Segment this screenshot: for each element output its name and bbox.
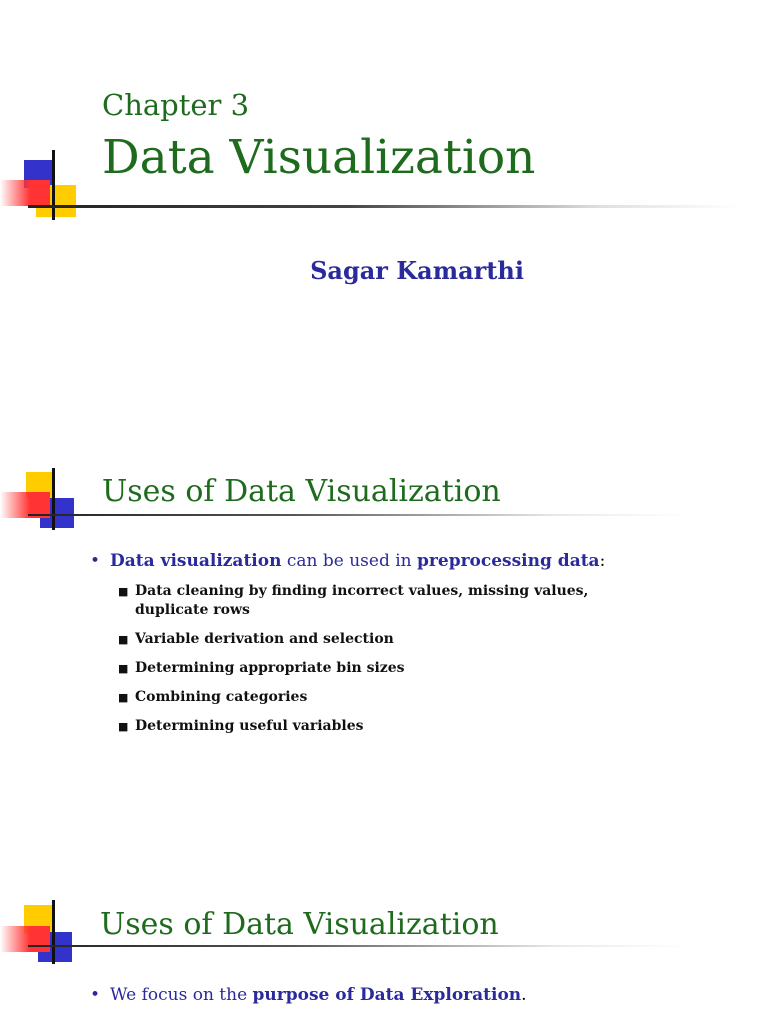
- bold-term: purpose of Data Exploration: [252, 985, 522, 1005]
- title-divider: [28, 205, 738, 208]
- heading-divider: [28, 514, 688, 516]
- bullet-intro: [90, 985, 527, 1005]
- intro-end: :: [599, 551, 606, 571]
- list-item: ■ Data cleaning by finding incorrect values, missing values, duplicate rows: [118, 583, 589, 618]
- list-item: ■ Combining categories: [118, 689, 308, 705]
- red-bar: [0, 180, 50, 206]
- list-item: ■ Variable derivation and selection: [118, 631, 394, 647]
- corner-decoration-2: [0, 468, 100, 548]
- intro-pre: We focus on the: [110, 985, 253, 1005]
- slide-title: Data Visualization: [102, 130, 536, 185]
- heading-divider: [28, 945, 688, 947]
- sub-bullet-list: [118, 582, 648, 736]
- slide-heading: Uses of Data Visualization: [100, 907, 499, 942]
- list-item: ■ Determining useful variables: [118, 718, 364, 734]
- author-name: Sagar Kamarthi: [310, 256, 524, 285]
- corner-decoration-1: [0, 150, 100, 230]
- vertical-rule: [52, 150, 55, 220]
- intro-end: .: [521, 985, 527, 1005]
- bullet-dot: •: [90, 551, 101, 571]
- corner-decoration-3: [0, 900, 100, 980]
- vertical-rule: [52, 468, 55, 530]
- chapter-label: Chapter 3: [102, 88, 250, 122]
- bold-term-2: preprocessing data: [417, 551, 600, 571]
- bold-term-1: Data visualization: [110, 551, 282, 571]
- intro-mid: can be used in: [281, 551, 418, 571]
- red-bar: [0, 926, 50, 952]
- vertical-rule: [52, 900, 55, 964]
- bullet-dot: •: [90, 985, 101, 1005]
- slide-heading: Uses of Data Visualization: [102, 474, 501, 509]
- bullet-intro: [90, 551, 605, 571]
- list-item: ■ Determining appropriate bin sizes: [118, 660, 405, 676]
